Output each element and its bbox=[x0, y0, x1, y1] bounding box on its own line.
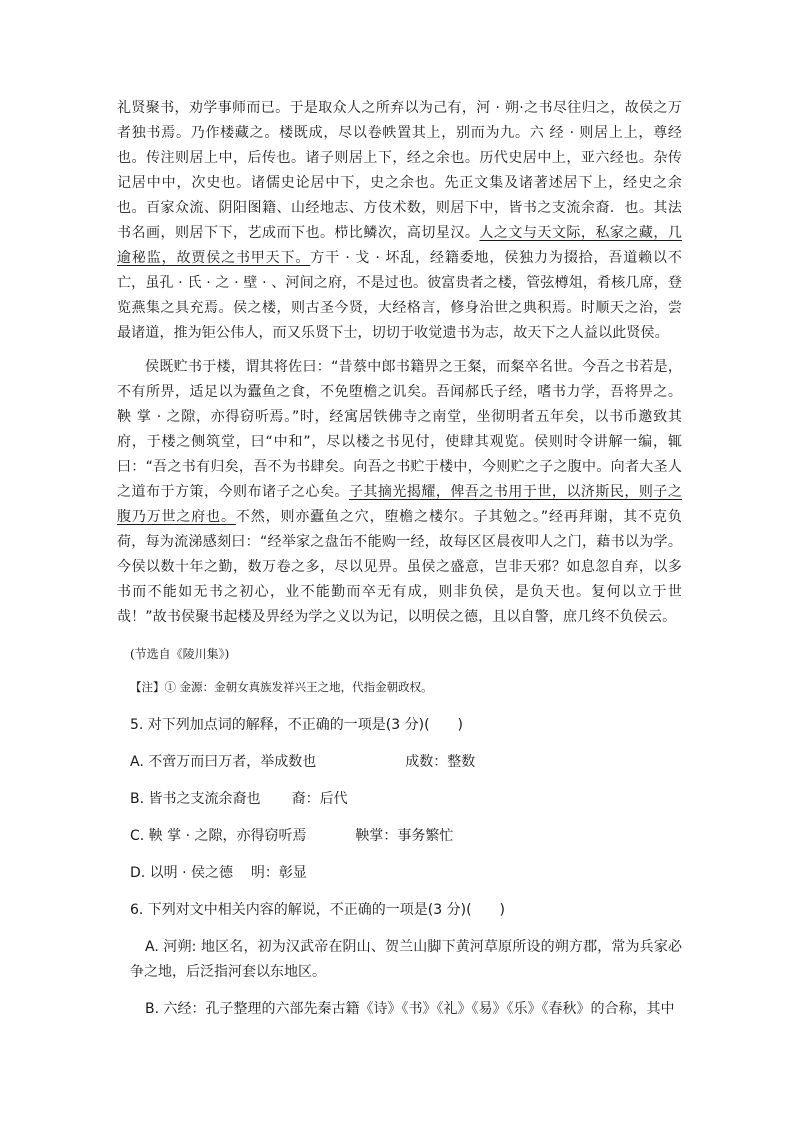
underlined-sentence: 人之文与天文际，私家之藏，几逾秘监，故贾侯之书甲天下。 bbox=[117, 225, 683, 266]
question-6-stem: 6. 下列对文中相关内容的解说，不正确的一项是(3 分)( ) bbox=[130, 902, 506, 918]
passage-text: 礼贤聚书，劝学事师而已。于是取众人之所弃以为己有，河 · 朔·之书尽往归之，故侯之万者独书焉。乃作楼藏之。楼既成，尽以卷帙置其上，别而为九。六 经 · 则居上上，尊经也。传注则居上中，后传也。诸子则居上下，经之余也。历代史居中上，亚六经也。杂传记居中中，次史也。诸儒史论居中下，史之余也。先正文集及诸著述居下上，经史之余也。百家众流、阴阳图籍、山经地志、方伎术数，则居下中，皆书之支流余裔．也。其法书名画，则居下下，艺成而下也。栉比鳞次，高切星汉。 bbox=[117, 100, 682, 241]
question-5-option-a: A. 不啻万而曰万者，举成数也 成数：整数 bbox=[130, 754, 476, 770]
question-5-option-d: D. 以明 · 侯之德 明：彰显 bbox=[130, 865, 307, 881]
question-5-stem: 5. 对下列加点词的解释，不正确的一项是(3 分)( ) bbox=[130, 717, 464, 733]
question-6-option-a: A. 河朔: 地区名，初为汉武帝在阴山、贺兰山脚下黄河草原所设的朔方郡，常为兵家必争之地，后泛指河套以东地区。 bbox=[130, 939, 682, 980]
document-body bbox=[117, 96, 682, 1022]
passage-text: 方干 · 戈 · 坏乱，经籍委地，侯独力为掇拾，吾道赖以不亡，虽孔 · 氏 · 之 · 壁 · 、河间之府，不是过也。彼富贵者之楼，管弦樽俎，肴核几席，登览燕集之具充焉。侯之楼，则古圣今贤，大经格言，修身治世之典积焉。时顺天之治，尝最诸道，推为钜公伟人，而又乐贤下士，切切于收觉遗书为志，故天下之人益以此贤侯。 bbox=[117, 250, 682, 341]
footnote: 【注】① 金源：金朝女真族发祥兴王之地，代指金朝政权。 bbox=[130, 680, 433, 694]
underlined-sentence: 子其摘光揭耀，俾吾之书用于世，以济斯民，则子之腹乃万世之府也。 bbox=[117, 484, 682, 525]
source-citation: (节选自《陵川集》) bbox=[130, 647, 230, 661]
question-5-option-b: B. 皆书之支流余裔也 裔：后代 bbox=[130, 791, 348, 807]
question-6-option-b: B. 六经：孔子整理的六部先秦古籍《诗》《书》《礼》《易》《乐》《春秋》的合称，其中 bbox=[145, 1001, 675, 1017]
passage-text: 不然，则亦蠹鱼之穴，堕檐之楼尔。子其勉之。”经再拜谢，其不克负荷，每为流涕感刻曰：“经举家之盘缶不能购一经，故每区区晨夜叩人之门，藉书以为学。今侯以数十年之勤，数万卷之多，尽以见畀。虽侯之盛意，岂非天邪？如息忽自弃，以多书而不能如无书之初心，业不能勤而卒无有成，则非负侯，是负天也。复何以立于世哉！”故书侯聚书起楼及畀经为学之义以为记，以明侯之德，且以自警，庶几终不负侯云。 bbox=[117, 509, 683, 625]
passage-paragraph-1 bbox=[117, 96, 682, 346]
passage-paragraph-2 bbox=[117, 355, 682, 630]
passage-text: 侯既贮书于楼，谓其将佐曰：“昔蔡中郎书籍畀之王粲，而粲卒名世。今吾之书若是，不有所畀，适足以为蠹鱼之食，不免堕檐之讥矣。吾闻郝氏子经，嗜书力学，吾将畀之。鞅 掌 · 之隙，亦得窃听焉。”时，经寓居铁佛寺之南堂，坐彻明者五年矣，以书币邀致其府，于楼之侧筑堂，曰“中和”，尽以楼之书见付，使肆其观览。侯则时令讲解一编，辄曰：“吾之书有归矣，吾不为书肆矣。向吾之书贮于楼中，今则贮之子之腹中。向者大圣人之道布于方策，今则布诸子之心矣。 bbox=[117, 359, 682, 500]
question-5-option-c: C. 鞅 掌 · 之隙，亦得窃听焉 鞅掌：事务繁忙 bbox=[130, 828, 454, 844]
